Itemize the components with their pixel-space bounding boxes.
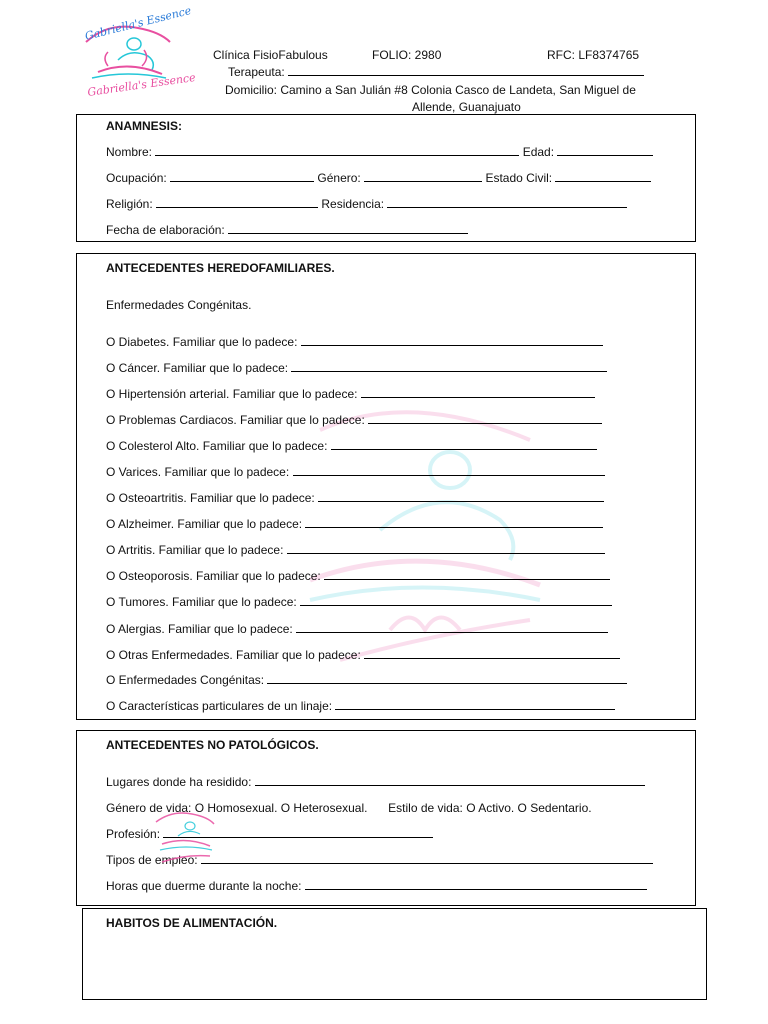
disease-label: O Otras Enfermedades. Familiar que lo padece:	[106, 648, 361, 662]
disease-label: O Colesterol Alto. Familiar que lo padece:	[106, 439, 328, 453]
disease-item	[106, 387, 595, 401]
sleep-blank[interactable]	[305, 879, 647, 890]
gender-blank[interactable]	[364, 171, 482, 182]
disease-item	[106, 622, 608, 636]
disease-item	[106, 699, 615, 713]
disease-item	[106, 335, 603, 349]
disease-label: O Alergias. Familiar que lo padece:	[106, 622, 293, 636]
anamnesis-title: ANAMNESIS:	[106, 119, 183, 133]
lifestyle-options[interactable]: Género de vida: O Homosexual. O Heterosexual.	[106, 801, 368, 815]
jobs-blank[interactable]	[201, 853, 653, 864]
disease-blank[interactable]	[301, 335, 603, 346]
residence-blank[interactable]	[387, 197, 627, 208]
disease-item	[106, 595, 612, 609]
disease-item	[106, 648, 620, 662]
jobs-label: Tipos de empleo:	[106, 853, 198, 867]
disease-label: O Artritis. Familiar que lo padece:	[106, 543, 284, 557]
logo-text-bottom: Gabriella's Essence	[86, 70, 197, 99]
disease-item	[106, 491, 604, 505]
disease-blank[interactable]	[300, 595, 612, 606]
habitos-title: HABITOS DE ALIMENTACIÓN.	[106, 916, 278, 930]
sleep-row	[106, 879, 647, 893]
disease-blank[interactable]	[296, 622, 608, 633]
name-label: Nombre:	[106, 145, 153, 159]
heredofamiliares-title: ANTECEDENTES HEREDOFAMILIARES.	[106, 261, 335, 275]
activity-options[interactable]: Estilo de vida: O Activo. O Sedentario.	[388, 801, 592, 815]
therapist-label: Terapeuta:	[228, 65, 285, 79]
places-blank[interactable]	[255, 775, 645, 786]
occupation-row	[106, 171, 651, 185]
places-label: Lugares donde ha residido:	[106, 775, 252, 789]
therapist-blank[interactable]	[288, 65, 644, 76]
disease-label: O Osteoartritis. Familiar que lo padece:	[106, 491, 315, 505]
disease-blank[interactable]	[293, 465, 605, 476]
disease-item	[106, 673, 627, 687]
disease-blank[interactable]	[335, 699, 615, 710]
disease-blank[interactable]	[291, 361, 607, 372]
civil-status-label: Estado Civil:	[485, 171, 553, 185]
disease-item	[106, 413, 602, 427]
disease-item	[106, 517, 603, 531]
date-label: Fecha de elaboración:	[106, 223, 225, 237]
disease-item	[106, 569, 610, 583]
religion-row	[106, 197, 627, 211]
disease-label: O Alzheimer. Familiar que lo padece:	[106, 517, 303, 531]
disease-blank[interactable]	[318, 491, 604, 502]
congenital-subtitle: Enfermedades Congénitas.	[106, 298, 252, 312]
disease-item	[106, 465, 605, 479]
therapist-field	[228, 65, 644, 79]
places-row	[106, 775, 645, 789]
occupation-label: Ocupación:	[106, 171, 167, 185]
residence-label: Residencia:	[321, 197, 385, 211]
disease-item	[106, 361, 607, 375]
sleep-label: Horas que duerme durante la noche:	[106, 879, 302, 893]
gender-label: Género:	[317, 171, 361, 185]
small-logo	[152, 808, 218, 868]
name-blank[interactable]	[155, 145, 519, 156]
disease-blank[interactable]	[331, 439, 597, 450]
date-blank[interactable]	[228, 223, 468, 234]
folio-number: FOLIO: 2980	[372, 48, 442, 62]
address-line1: Domicilio: Camino a San Julián #8 Colonia Casco de Landeta, San Miguel de	[225, 83, 636, 97]
no-patologicos-title: ANTECEDENTES NO PATOLÓGICOS.	[106, 738, 319, 752]
clinic-logo	[78, 3, 197, 106]
disease-item	[106, 439, 597, 453]
address-line2: Allende, Guanajuato	[412, 100, 521, 114]
disease-blank[interactable]	[324, 569, 610, 580]
disease-item	[106, 543, 605, 557]
age-label: Edad:	[522, 145, 555, 159]
age-blank[interactable]	[557, 145, 653, 156]
logo-text-top: Gabriella's Essence	[83, 3, 193, 43]
occupation-blank[interactable]	[170, 171, 314, 182]
disease-label: O Osteoporosis. Familiar que lo padece:	[106, 569, 321, 583]
disease-blank[interactable]	[361, 387, 595, 398]
disease-label: O Diabetes. Familiar que lo padece:	[106, 335, 298, 349]
disease-label: O Varices. Familiar que lo padece:	[106, 465, 290, 479]
civil-status-blank[interactable]	[555, 171, 651, 182]
disease-blank[interactable]	[267, 673, 627, 684]
disease-label: O Tumores. Familiar que lo padece:	[106, 595, 297, 609]
disease-label: O Problemas Cardiacos. Familiar que lo padece:	[106, 413, 365, 427]
name-age-row	[106, 145, 653, 159]
disease-label: O Cáncer. Familiar que lo padece:	[106, 361, 289, 375]
religion-blank[interactable]	[156, 197, 318, 208]
date-row	[106, 223, 468, 237]
rfc-number: RFC: LF8374765	[547, 48, 640, 62]
disease-label: O Enfermedades Congénitas:	[106, 673, 265, 687]
disease-blank[interactable]	[305, 517, 603, 528]
disease-label: O Hipertensión arterial. Familiar que lo padece:	[106, 387, 358, 401]
disease-blank[interactable]	[364, 648, 620, 659]
disease-blank[interactable]	[287, 543, 605, 554]
disease-label: O Características particulares de un linaje:	[106, 699, 333, 713]
disease-blank[interactable]	[368, 413, 602, 424]
religion-label: Religión:	[106, 197, 153, 211]
clinic-name: Clínica FisioFabulous	[213, 48, 328, 62]
profession-label: Profesión:	[106, 827, 161, 841]
